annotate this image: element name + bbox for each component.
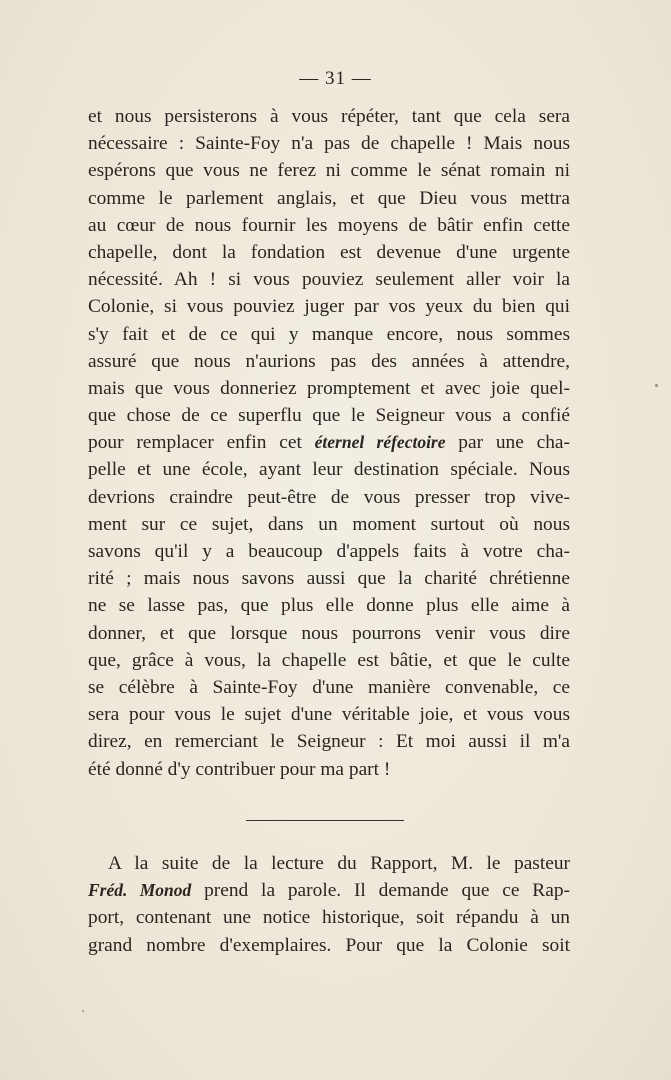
body-paragraph-2 [88,850,570,959]
text-segment: pour remplacer enfin cet [88,432,315,454]
text-line: se célèbre à Sainte-Foy d'une manière convenable, ce [88,676,570,698]
text-line: et nous persisterons à vous répéter, tant que cela sera [88,106,570,127]
text-line: ne se lasse pas, que plus elle donne plus elle aime à [88,595,570,617]
text-line: Colonie, si vous pouviez juger par vos yeux du bien qui [88,296,570,318]
text-segment: par une cha- [445,432,570,454]
text-segment: prend la parole. Il demande que ce Rap- [191,880,570,902]
text-line: rité ; mais nous savons aussi que la charité chrétienne [88,568,570,590]
text-line: A la suite de la lecture du Rapport, M. le pasteur [108,853,570,874]
paper-speck [655,384,658,387]
body-paragraph-1 [88,103,570,783]
text-line: devrions craindre peut-être de vous presser trop vive- [88,486,570,508]
text-line: port, contenant une notice historique, soit répandu à un [88,907,570,929]
text-line: pelle et une école, ayant leur destination spéciale. Nous [88,459,570,481]
text-line: au cœur de nous fournir les moyens de bâtir enfin cette [88,214,570,236]
text-line: nécessité. Ah ! si vous pouviez seulement aller voir la [88,269,570,291]
text-line: chapelle, dont la fondation est devenue d'une urgente [88,241,570,263]
text-line: s'y fait et de ce qui y manque encore, nous sommes [88,323,570,345]
text-line: nécessaire : Sainte-Foy n'a pas de chapelle ! Mais nous [88,133,570,155]
text-line-with-italic [88,877,570,904]
text-line: donner, et que lorsque nous pourrons venir vous dire [88,622,570,644]
text-line: savons qu'il y a beaucoup d'appels faits à votre cha- [88,541,570,562]
text-line: assuré que nous n'aurions pas des années à attendre, [88,350,570,372]
text-line: que chose de ce superflu que le Seigneur vous a confié [88,405,570,427]
paper-speck [82,1010,84,1012]
text-line: grand nombre d'exemplaires. Pour que la Colonie soit [88,934,570,956]
text-line: mais que vous donneriez promptement et avec joie quel- [88,377,570,399]
page-number: — 31 — [299,68,372,89]
text-line-with-italic [88,429,570,456]
section-divider [246,820,404,821]
text-line: comme le parlement anglais, et que Dieu vous mettra [88,187,570,209]
text-line: espérons que vous ne ferez ni comme le sénat romain ni [88,160,570,182]
text-line: que, grâce à vous, la chapelle est bâtie, et que le culte [88,649,570,671]
text-line: direz, en remerciant le Seigneur : Et moi aussi il m'a [88,731,570,753]
text-line: été donné d'y contribuer pour ma part ! [88,758,391,780]
italic-name: Fréd. Monod [88,880,192,901]
text-line: sera pour vous le sujet d'une véritable joie, et vous vous [88,704,570,726]
italic-phrase: éternel réfectoire [314,432,446,453]
text-line: ment sur ce sujet, dans un moment surtout où nous [88,513,570,535]
